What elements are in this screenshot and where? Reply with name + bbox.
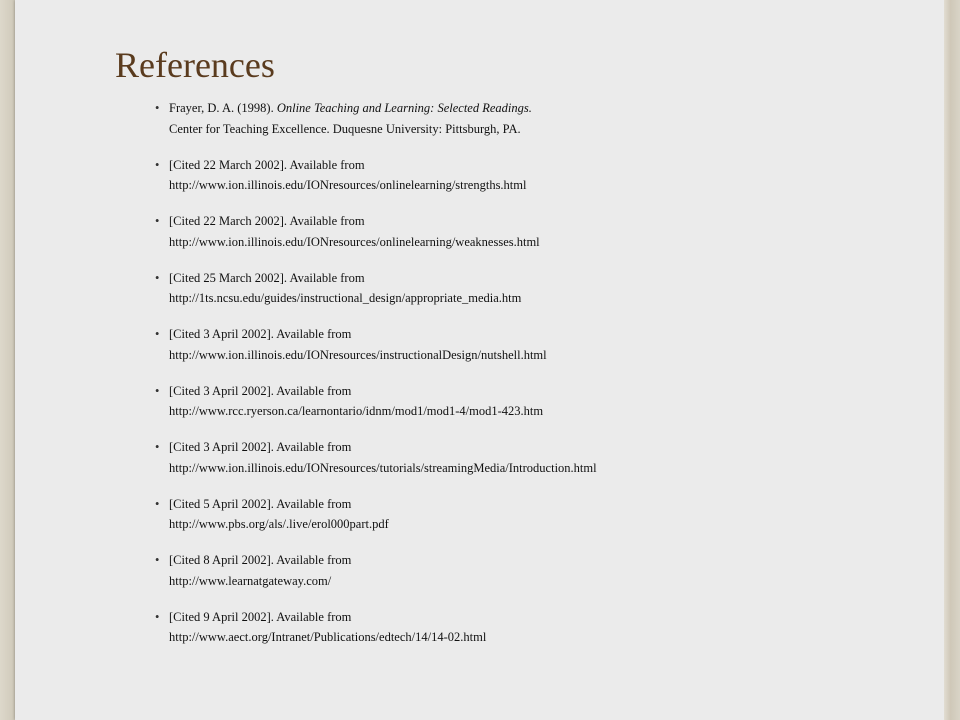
reference-text: [Cited 8 April 2002]. Available from <box>169 553 352 567</box>
reference-text: [Cited 5 April 2002]. Available from <box>169 496 352 511</box>
reference-line-1 <box>169 155 915 176</box>
bullet-icon: • <box>155 101 160 115</box>
reference-line-1 <box>169 98 915 119</box>
reference-line-1 <box>169 324 915 345</box>
reference-item <box>155 211 915 252</box>
reference-url: http://1ts.ncsu.edu/guides/instructional_design/appropriate_media.htm <box>169 291 522 305</box>
bullet-icon: • <box>155 553 160 567</box>
reference-item <box>155 324 915 365</box>
bullet-icon: • <box>155 327 160 341</box>
reference-text: [Cited 9 April 2002]. Available from <box>169 609 352 624</box>
bullet-icon: • <box>155 157 160 172</box>
reference-line-1 <box>169 494 915 515</box>
reference-text: [Cited 3 April 2002]. Available from <box>169 327 352 341</box>
reference-url: http://www.ion.illinois.edu/IONresources/onlinelearning/strengths.html <box>169 178 527 192</box>
reference-url: http://www.rcc.ryerson.ca/learnontario/idnm/mod1/mod1-4/mod1-423.htm <box>169 404 544 418</box>
right-border <box>944 0 960 720</box>
reference-item <box>155 268 915 309</box>
reference-item <box>155 494 915 535</box>
reference-line-2: Center for Teaching Excellence. Duquesne University: Pittsburgh, PA. <box>169 121 521 136</box>
page-title: References <box>115 45 275 85</box>
reference-title: Online Teaching and Learning: Selected Readings. <box>276 101 532 115</box>
left-border <box>0 0 15 720</box>
reference-item <box>155 607 915 648</box>
bullet-icon: • <box>155 270 160 285</box>
reference-line-1 <box>169 268 915 289</box>
reference-text: Frayer, D. A. (1998). <box>169 101 277 115</box>
reference-line-1 <box>169 550 915 571</box>
reference-item <box>155 550 915 591</box>
bullet-icon: • <box>155 609 160 624</box>
reference-item <box>155 155 915 196</box>
bullet-icon: • <box>155 214 160 228</box>
slide <box>15 0 944 720</box>
reference-item <box>155 98 915 139</box>
bullet-icon: • <box>155 440 160 454</box>
reference-url: http://www.ion.illinois.edu/IONresources/onlinelearning/weaknesses.html <box>169 234 540 249</box>
reference-list <box>155 98 915 663</box>
bullet-icon: • <box>155 496 160 511</box>
reference-line-1 <box>169 381 915 402</box>
reference-text: [Cited 3 April 2002]. Available from <box>169 440 352 454</box>
reference-text: [Cited 22 March 2002]. Available from <box>169 157 365 172</box>
reference-url: http://www.ion.illinois.edu/IONresources/instructionalDesign/nutshell.html <box>169 347 547 362</box>
bullet-icon: • <box>155 383 160 398</box>
reference-url: http://www.ion.illinois.edu/IONresources/tutorials/streamingMedia/Introduction.html <box>169 460 597 475</box>
reference-line-1 <box>169 211 915 232</box>
reference-item <box>155 437 915 478</box>
reference-line-1 <box>169 437 915 458</box>
reference-url: http://www.learnatgateway.com/ <box>169 573 332 588</box>
reference-text: [Cited 22 March 2002]. Available from <box>169 214 365 228</box>
reference-item <box>155 381 915 422</box>
reference-text: [Cited 25 March 2002]. Available from <box>169 270 365 285</box>
reference-url: http://www.aect.org/Intranet/Publications/edtech/14/14-02.html <box>169 630 487 644</box>
reference-url: http://www.pbs.org/als/.live/erol000part.pdf <box>169 517 389 531</box>
reference-line-1 <box>169 607 915 628</box>
reference-text: [Cited 3 April 2002]. Available from <box>169 383 352 398</box>
